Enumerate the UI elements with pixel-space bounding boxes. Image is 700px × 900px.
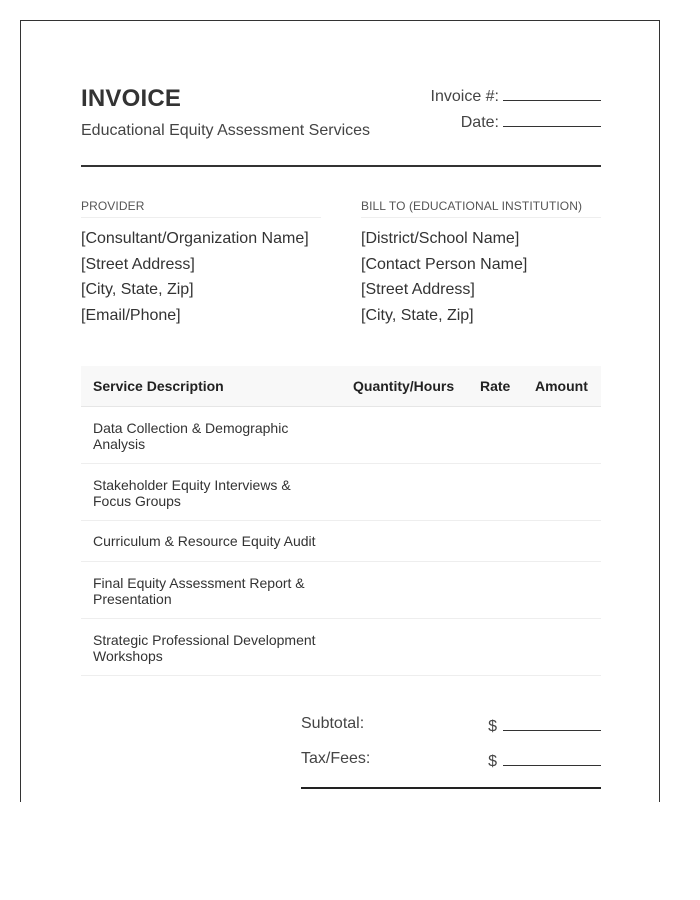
column-header-quantity: Quantity/Hours bbox=[353, 378, 455, 394]
provider-label: PROVIDER bbox=[81, 199, 321, 218]
totals-section bbox=[301, 711, 601, 781]
tax-label: Tax/Fees: bbox=[301, 750, 371, 767]
table-row bbox=[81, 464, 601, 521]
provider-city: [City, State, Zip] bbox=[81, 281, 194, 298]
subtotal-value bbox=[488, 715, 601, 736]
provider-street: [Street Address] bbox=[81, 255, 195, 273]
subtotal-row bbox=[301, 711, 601, 746]
column-header-description: Service Description bbox=[93, 378, 224, 394]
date-field[interactable] bbox=[503, 111, 601, 127]
subtotal-currency: $ bbox=[488, 718, 497, 735]
table-row bbox=[81, 407, 601, 464]
service-description: Strategic Professional Development Workshops bbox=[93, 632, 316, 664]
column-header-amount: Amount bbox=[535, 378, 588, 394]
bill-to-institution: [District/School Name] bbox=[361, 230, 520, 247]
service-description: Data Collection & Demographic Analysis bbox=[93, 420, 289, 452]
table-header bbox=[81, 366, 601, 407]
invoice-page bbox=[20, 20, 660, 802]
provider-contact: [Email/Phone] bbox=[81, 306, 181, 324]
table-row bbox=[81, 562, 601, 619]
invoice-header bbox=[81, 85, 601, 167]
bill-to-label: BILL TO (EDUCATIONAL INSTITUTION) bbox=[361, 199, 601, 218]
table-row bbox=[81, 619, 601, 676]
service-description: Final Equity Assessment Report & Presentation bbox=[93, 575, 305, 607]
tax-row bbox=[301, 746, 601, 781]
invoice-number-row bbox=[431, 85, 601, 111]
date-label: Date: bbox=[460, 114, 499, 131]
bill-to-street: [Street Address] bbox=[361, 281, 475, 298]
header-divider bbox=[81, 165, 601, 167]
services-table bbox=[81, 366, 601, 676]
service-description: Stakeholder Equity Interviews & Focus Groups bbox=[93, 477, 291, 509]
subtotal-label: Subtotal: bbox=[301, 715, 365, 732]
invoice-title: INVOICE bbox=[81, 85, 182, 112]
service-description: Curriculum & Resource Equity Audit bbox=[93, 533, 316, 549]
provider-name: [Consultant/Organization Name] bbox=[81, 230, 309, 247]
bill-to-contact: [Contact Person Name] bbox=[361, 255, 528, 273]
totals-divider bbox=[301, 787, 601, 789]
date-row bbox=[431, 111, 601, 137]
tax-field[interactable] bbox=[503, 750, 601, 766]
invoice-subtitle: Educational Equity Assessment Services bbox=[81, 122, 371, 139]
tax-value bbox=[488, 750, 601, 771]
invoice-meta bbox=[431, 85, 601, 137]
invoice-number-label: Invoice #: bbox=[430, 88, 499, 105]
column-header-rate: Rate bbox=[480, 378, 511, 394]
provider-block bbox=[81, 199, 321, 328]
bill-to-block bbox=[361, 199, 601, 328]
invoice-number-field[interactable] bbox=[503, 85, 601, 101]
tax-currency: $ bbox=[488, 753, 497, 770]
table-row bbox=[81, 521, 601, 562]
bill-to-city: [City, State, Zip] bbox=[361, 306, 474, 324]
subtotal-field[interactable] bbox=[503, 715, 601, 731]
